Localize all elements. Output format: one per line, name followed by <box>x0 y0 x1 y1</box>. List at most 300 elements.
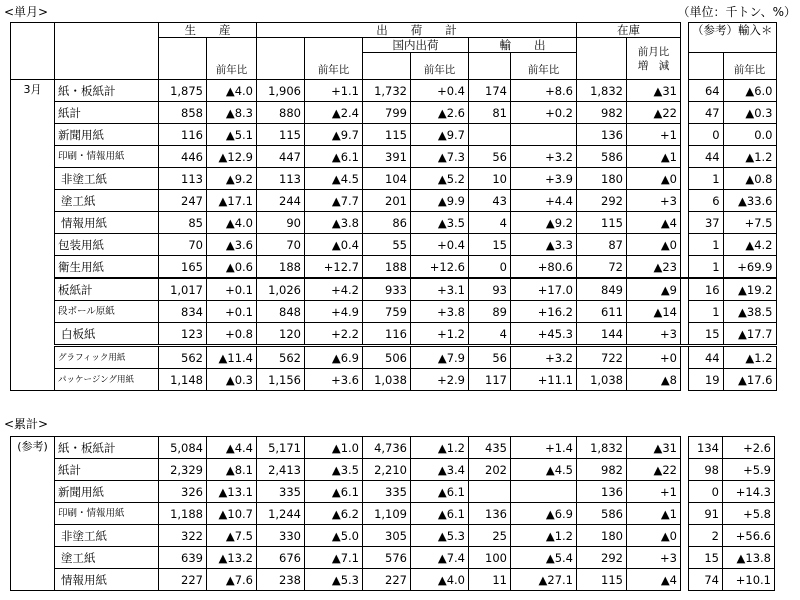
inventory-cell: 180 <box>577 168 627 190</box>
exports-yoy-cell: +17.0 <box>511 278 577 301</box>
section-label: 3月 <box>11 80 55 391</box>
shipments-cell: 70 <box>257 234 305 256</box>
imports-yoy-cell: +5.9 <box>723 459 775 481</box>
shipments-cell: 1,244 <box>257 503 305 525</box>
column-gap <box>681 168 689 190</box>
inventory-cell: 115 <box>577 569 627 591</box>
inventory-cell: 72 <box>577 256 627 279</box>
production-yoy-cell: +0.1 <box>207 301 257 323</box>
production-cell: 247 <box>159 190 207 212</box>
exports-yoy-cell: +16.2 <box>511 301 577 323</box>
shipments-yoy-cell: ▲6.1 <box>305 146 363 168</box>
column-gap <box>681 569 689 591</box>
domestic-cell: 86 <box>363 212 411 234</box>
production-cell: 1,188 <box>159 503 207 525</box>
inventory-cell: 292 <box>577 547 627 569</box>
domestic-yoy-cell: ▲2.6 <box>411 102 469 124</box>
header-inv-blank <box>577 38 627 80</box>
exports-cell: 202 <box>469 459 511 481</box>
row-name: 非塗工紙 <box>55 525 159 547</box>
cumulative-table <box>10 436 775 591</box>
exports-cell <box>469 481 511 503</box>
column-gap <box>681 124 689 146</box>
inventory-cell: 982 <box>577 102 627 124</box>
column-gap <box>681 278 689 301</box>
inventory-cell: 136 <box>577 124 627 146</box>
table-row <box>11 80 777 102</box>
inventory-cell: 586 <box>577 146 627 168</box>
domestic-yoy-cell: +1.2 <box>411 323 469 346</box>
imports-cell: 91 <box>689 503 723 525</box>
imports-cell: 64 <box>689 80 724 102</box>
inventory-mom-cell: ▲31 <box>627 80 681 102</box>
shipments-yoy-cell: ▲4.5 <box>305 168 363 190</box>
column-gap <box>681 102 689 124</box>
column-gap <box>681 547 689 569</box>
domestic-yoy-cell: ▲5.3 <box>411 525 469 547</box>
exports-yoy-cell: +0.2 <box>511 102 577 124</box>
shipments-yoy-cell: ▲9.7 <box>305 124 363 146</box>
inventory-cell: 849 <box>577 278 627 301</box>
domestic-cell: 576 <box>363 547 411 569</box>
row-name: 非塗工紙 <box>55 168 159 190</box>
exports-yoy-cell: +3.9 <box>511 168 577 190</box>
exports-yoy-cell: +45.3 <box>511 323 577 346</box>
production-cell: 116 <box>159 124 207 146</box>
inventory-cell: 1,038 <box>577 369 627 391</box>
domestic-cell: 335 <box>363 481 411 503</box>
domestic-yoy-cell: ▲1.2 <box>411 437 469 459</box>
imports-cell: 1 <box>689 256 724 279</box>
table-row <box>11 190 777 212</box>
shipments-cell: 447 <box>257 146 305 168</box>
production-yoy-cell: ▲9.2 <box>207 168 257 190</box>
imports-yoy-cell: +2.6 <box>723 437 775 459</box>
imports-cell: 19 <box>689 369 724 391</box>
production-yoy-cell: ▲0.3 <box>207 369 257 391</box>
production-cell: 858 <box>159 102 207 124</box>
exports-yoy-cell: ▲27.1 <box>511 569 577 591</box>
domestic-cell: 1,038 <box>363 369 411 391</box>
domestic-yoy-cell: ▲4.0 <box>411 569 469 591</box>
domestic-yoy-cell: +3.8 <box>411 301 469 323</box>
imports-yoy-cell: ▲19.2 <box>723 278 776 301</box>
domestic-cell: 506 <box>363 346 411 369</box>
domestic-yoy-cell: ▲6.1 <box>411 503 469 525</box>
inventory-mom-cell: ▲31 <box>627 437 681 459</box>
imports-cell: 1 <box>689 234 724 256</box>
exports-yoy-cell: +4.4 <box>511 190 577 212</box>
production-yoy-cell: ▲3.6 <box>207 234 257 256</box>
inventory-mom-cell: ▲0 <box>627 168 681 190</box>
production-yoy-cell: ▲7.6 <box>207 569 257 591</box>
domestic-cell: 759 <box>363 301 411 323</box>
imports-yoy-cell: +69.9 <box>723 256 776 279</box>
table-row <box>11 481 775 503</box>
inventory-cell: 722 <box>577 346 627 369</box>
inventory-cell: 1,832 <box>577 437 627 459</box>
shipments-cell: 5,171 <box>257 437 305 459</box>
section-label: (参考) <box>11 437 55 591</box>
shipments-yoy-cell: ▲6.1 <box>305 481 363 503</box>
inventory-mom-cell: +3 <box>627 190 681 212</box>
table-row <box>11 369 777 391</box>
header-prod-blank <box>159 38 207 80</box>
exports-cell: 56 <box>469 346 511 369</box>
production-cell: 85 <box>159 212 207 234</box>
table-row <box>11 503 775 525</box>
imports-cell: 16 <box>689 278 724 301</box>
domestic-yoy-cell: ▲7.4 <box>411 547 469 569</box>
column-gap <box>681 459 689 481</box>
exports-cell: 15 <box>469 234 511 256</box>
imports-cell: 0 <box>689 481 723 503</box>
shipments-cell: 120 <box>257 323 305 346</box>
row-name: 白板紙 <box>55 323 159 346</box>
header-exports: 輸 出 <box>469 38 577 53</box>
header-ship-yoy: 前年比 <box>305 38 363 80</box>
exports-yoy-cell: +3.2 <box>511 146 577 168</box>
exports-yoy-cell: +3.2 <box>511 346 577 369</box>
monthly-label: <単月> <box>4 5 49 19</box>
row-name: 紙・板紙計 <box>55 80 159 102</box>
row-name: 情報用紙 <box>55 212 159 234</box>
shipments-cell: 330 <box>257 525 305 547</box>
exports-yoy-cell: +1.4 <box>511 437 577 459</box>
inventory-cell: 136 <box>577 481 627 503</box>
production-yoy-cell: ▲5.1 <box>207 124 257 146</box>
inventory-cell: 87 <box>577 234 627 256</box>
column-gap <box>681 503 689 525</box>
row-name: 情報用紙 <box>55 569 159 591</box>
imports-yoy-cell: +14.3 <box>723 481 775 503</box>
exports-yoy-cell: ▲1.2 <box>511 525 577 547</box>
shipments-cell: 880 <box>257 102 305 124</box>
production-cell: 227 <box>159 569 207 591</box>
inventory-cell: 115 <box>577 212 627 234</box>
table-row <box>11 323 777 346</box>
imports-yoy-cell: +10.1 <box>723 569 775 591</box>
shipments-cell: 562 <box>257 346 305 369</box>
shipments-yoy-cell: +4.9 <box>305 301 363 323</box>
production-yoy-cell: ▲13.1 <box>207 481 257 503</box>
column-gap <box>681 80 689 102</box>
exports-cell: 117 <box>469 369 511 391</box>
exports-cell: 174 <box>469 80 511 102</box>
inventory-cell: 586 <box>577 503 627 525</box>
imports-yoy-cell: +7.5 <box>723 212 776 234</box>
shipments-yoy-cell: +1.1 <box>305 80 363 102</box>
table-row <box>11 547 775 569</box>
exports-cell: 10 <box>469 168 511 190</box>
inventory-cell: 982 <box>577 459 627 481</box>
cumulative-label: <累計> <box>4 417 49 431</box>
header-import-ref: （参考）輸入＊ <box>689 23 777 53</box>
imports-cell: 44 <box>689 346 724 369</box>
shipments-cell: 676 <box>257 547 305 569</box>
domestic-yoy-cell: +2.9 <box>411 369 469 391</box>
exports-yoy-cell: +80.6 <box>511 256 577 279</box>
inventory-mom-cell: ▲4 <box>627 212 681 234</box>
shipments-yoy-cell: ▲7.7 <box>305 190 363 212</box>
exports-yoy-cell: ▲9.2 <box>511 212 577 234</box>
production-cell: 562 <box>159 346 207 369</box>
shipments-yoy-cell: ▲5.3 <box>305 569 363 591</box>
domestic-yoy-cell: +3.1 <box>411 278 469 301</box>
domestic-cell: 115 <box>363 124 411 146</box>
production-yoy-cell: ▲8.3 <box>207 102 257 124</box>
domestic-cell: 305 <box>363 525 411 547</box>
imports-cell: 44 <box>689 146 724 168</box>
exports-cell: 81 <box>469 102 511 124</box>
imports-yoy-cell: ▲1.2 <box>723 146 776 168</box>
shipments-cell: 188 <box>257 256 305 279</box>
imports-yoy-cell: ▲4.2 <box>723 234 776 256</box>
header-exp-yoy: 前年比 <box>511 53 577 80</box>
production-cell: 70 <box>159 234 207 256</box>
shipments-cell: 1,156 <box>257 369 305 391</box>
imports-cell: 134 <box>689 437 723 459</box>
domestic-yoy-cell: +0.4 <box>411 80 469 102</box>
shipments-cell: 238 <box>257 569 305 591</box>
shipments-yoy-cell: ▲2.4 <box>305 102 363 124</box>
exports-cell: 25 <box>469 525 511 547</box>
exports-cell: 4 <box>469 212 511 234</box>
imports-yoy-cell: ▲0.8 <box>723 168 776 190</box>
column-gap <box>681 346 689 369</box>
imports-cell: 1 <box>689 168 724 190</box>
domestic-cell: 933 <box>363 278 411 301</box>
imports-cell: 47 <box>689 102 724 124</box>
row-name: 紙・板紙計 <box>55 437 159 459</box>
column-gap <box>681 256 689 279</box>
exports-cell: 100 <box>469 547 511 569</box>
exports-yoy-cell <box>511 481 577 503</box>
shipments-cell: 848 <box>257 301 305 323</box>
imports-yoy-cell: ▲13.8 <box>723 547 775 569</box>
domestic-yoy-cell: ▲7.9 <box>411 346 469 369</box>
imports-yoy-cell: ▲1.2 <box>723 346 776 369</box>
production-yoy-cell: ▲4.4 <box>207 437 257 459</box>
production-cell: 639 <box>159 547 207 569</box>
inventory-mom-cell: ▲22 <box>627 459 681 481</box>
production-yoy-cell: ▲0.6 <box>207 256 257 279</box>
exports-yoy-cell: ▲5.4 <box>511 547 577 569</box>
domestic-yoy-cell: ▲3.4 <box>411 459 469 481</box>
imports-yoy-cell: ▲17.6 <box>723 369 776 391</box>
inventory-mom-cell: ▲9 <box>627 278 681 301</box>
table-row <box>11 168 777 190</box>
exports-cell: 56 <box>469 146 511 168</box>
header-blank-section <box>11 23 55 80</box>
imports-cell: 2 <box>689 525 723 547</box>
shipments-cell: 1,906 <box>257 80 305 102</box>
header-domestic: 国内出荷 <box>363 38 469 53</box>
row-name: 新聞用紙 <box>55 124 159 146</box>
table-row <box>11 212 777 234</box>
inventory-cell: 611 <box>577 301 627 323</box>
exports-cell: 93 <box>469 278 511 301</box>
domestic-yoy-cell: ▲3.5 <box>411 212 469 234</box>
header-imp-yoy: 前年比 <box>723 53 776 80</box>
production-yoy-cell: ▲10.7 <box>207 503 257 525</box>
domestic-cell: 104 <box>363 168 411 190</box>
production-yoy-cell: +0.1 <box>207 278 257 301</box>
header-production: 生 産 <box>159 23 257 38</box>
imports-yoy-cell: ▲17.7 <box>723 323 776 346</box>
production-cell: 165 <box>159 256 207 279</box>
domestic-cell: 391 <box>363 146 411 168</box>
shipments-cell: 2,413 <box>257 459 305 481</box>
domestic-yoy-cell: ▲9.7 <box>411 124 469 146</box>
production-yoy-cell: ▲17.1 <box>207 190 257 212</box>
header-imp-blank <box>689 53 724 80</box>
table-row <box>11 124 777 146</box>
imports-yoy-cell: ▲0.3 <box>723 102 776 124</box>
column-gap <box>681 301 689 323</box>
table-row <box>11 278 777 301</box>
inventory-mom-cell: ▲1 <box>627 146 681 168</box>
shipments-yoy-cell: ▲6.9 <box>305 346 363 369</box>
inventory-mom-cell: ▲8 <box>627 369 681 391</box>
imports-yoy-cell: 0.0 <box>723 124 776 146</box>
row-name: パッケージング用紙 <box>55 369 159 391</box>
column-gap <box>681 525 689 547</box>
exports-yoy-cell: ▲6.9 <box>511 503 577 525</box>
column-gap <box>681 212 689 234</box>
production-cell: 5,084 <box>159 437 207 459</box>
inventory-mom-cell: ▲14 <box>627 301 681 323</box>
column-gap <box>681 234 689 256</box>
row-name: 新聞用紙 <box>55 481 159 503</box>
imports-cell: 1 <box>689 301 724 323</box>
imports-cell: 6 <box>689 190 724 212</box>
exports-cell: 136 <box>469 503 511 525</box>
row-name: 紙計 <box>55 102 159 124</box>
header-exp-blank <box>469 53 511 80</box>
production-yoy-cell: ▲12.9 <box>207 146 257 168</box>
exports-cell: 11 <box>469 569 511 591</box>
row-name: 印刷・情報用紙 <box>55 503 159 525</box>
domestic-cell: 227 <box>363 569 411 591</box>
shipments-yoy-cell: ▲0.4 <box>305 234 363 256</box>
table-row <box>11 234 777 256</box>
row-name: 塗工紙 <box>55 547 159 569</box>
domestic-yoy-cell: ▲5.2 <box>411 168 469 190</box>
table-row <box>11 437 775 459</box>
table-row <box>11 301 777 323</box>
row-name: 衛生用紙 <box>55 256 159 279</box>
domestic-yoy-cell: +12.6 <box>411 256 469 279</box>
production-cell: 834 <box>159 301 207 323</box>
table-row <box>11 256 777 279</box>
row-name: 板紙計 <box>55 278 159 301</box>
domestic-cell: 201 <box>363 190 411 212</box>
shipments-yoy-cell: ▲7.1 <box>305 547 363 569</box>
shipments-yoy-cell: +12.7 <box>305 256 363 279</box>
header-row-1 <box>11 23 777 38</box>
inventory-mom-cell: +1 <box>627 124 681 146</box>
shipments-yoy-cell: ▲3.8 <box>305 212 363 234</box>
domestic-cell: 4,736 <box>363 437 411 459</box>
domestic-yoy-cell: ▲9.9 <box>411 190 469 212</box>
header-ship-blank <box>257 38 305 80</box>
column-gap <box>681 146 689 168</box>
row-name: 印刷・情報用紙 <box>55 146 159 168</box>
header-prod-yoy: 前年比 <box>207 38 257 80</box>
table-row <box>11 146 777 168</box>
exports-yoy-cell: +8.6 <box>511 80 577 102</box>
exports-cell <box>469 124 511 146</box>
imports-yoy-cell: +5.8 <box>723 503 775 525</box>
row-name: 塗工紙 <box>55 190 159 212</box>
production-cell: 326 <box>159 481 207 503</box>
header-inventory: 在庫 <box>577 23 681 38</box>
production-cell: 113 <box>159 168 207 190</box>
shipments-yoy-cell: ▲5.0 <box>305 525 363 547</box>
production-yoy-cell: ▲4.0 <box>207 212 257 234</box>
column-gap <box>681 369 689 391</box>
shipments-cell: 115 <box>257 124 305 146</box>
shipments-cell: 90 <box>257 212 305 234</box>
exports-cell: 4 <box>469 323 511 346</box>
exports-yoy-cell: +11.1 <box>511 369 577 391</box>
shipments-yoy-cell: ▲3.5 <box>305 459 363 481</box>
production-cell: 1,017 <box>159 278 207 301</box>
table-row <box>11 525 775 547</box>
production-cell: 2,329 <box>159 459 207 481</box>
inventory-mom-cell: +3 <box>627 547 681 569</box>
production-yoy-cell: ▲4.0 <box>207 80 257 102</box>
imports-yoy-cell: ▲38.5 <box>723 301 776 323</box>
imports-yoy-cell: +56.6 <box>723 525 775 547</box>
production-cell: 1,875 <box>159 80 207 102</box>
production-yoy-cell: ▲8.1 <box>207 459 257 481</box>
inventory-mom-cell: ▲0 <box>627 234 681 256</box>
header-blank-name <box>55 23 159 80</box>
table-row <box>11 102 777 124</box>
production-cell: 446 <box>159 146 207 168</box>
imports-cell: 15 <box>689 547 723 569</box>
inventory-mom-cell: ▲0 <box>627 525 681 547</box>
production-yoy-cell: ▲7.5 <box>207 525 257 547</box>
exports-cell: 89 <box>469 301 511 323</box>
column-gap <box>681 437 689 459</box>
table-row <box>11 346 777 369</box>
unit-label: （単位：千トン、%） <box>677 5 796 19</box>
production-yoy-cell: +0.8 <box>207 323 257 346</box>
table-row <box>11 459 775 481</box>
header-shipments: 出 荷 計 <box>257 23 577 38</box>
inventory-mom-cell: ▲22 <box>627 102 681 124</box>
imports-cell: 74 <box>689 569 723 591</box>
shipments-cell: 1,026 <box>257 278 305 301</box>
exports-cell: 435 <box>469 437 511 459</box>
header-dom-yoy: 前年比 <box>411 53 469 80</box>
inventory-cell: 1,832 <box>577 80 627 102</box>
monthly-table <box>10 22 777 391</box>
exports-cell: 43 <box>469 190 511 212</box>
shipments-yoy-cell: ▲6.2 <box>305 503 363 525</box>
shipments-cell: 113 <box>257 168 305 190</box>
inventory-mom-cell: +3 <box>627 323 681 346</box>
shipments-yoy-cell: +2.2 <box>305 323 363 346</box>
header-dom-blank <box>363 53 411 80</box>
production-yoy-cell: ▲13.2 <box>207 547 257 569</box>
production-cell: 322 <box>159 525 207 547</box>
shipments-yoy-cell: +3.6 <box>305 369 363 391</box>
domestic-cell: 116 <box>363 323 411 346</box>
